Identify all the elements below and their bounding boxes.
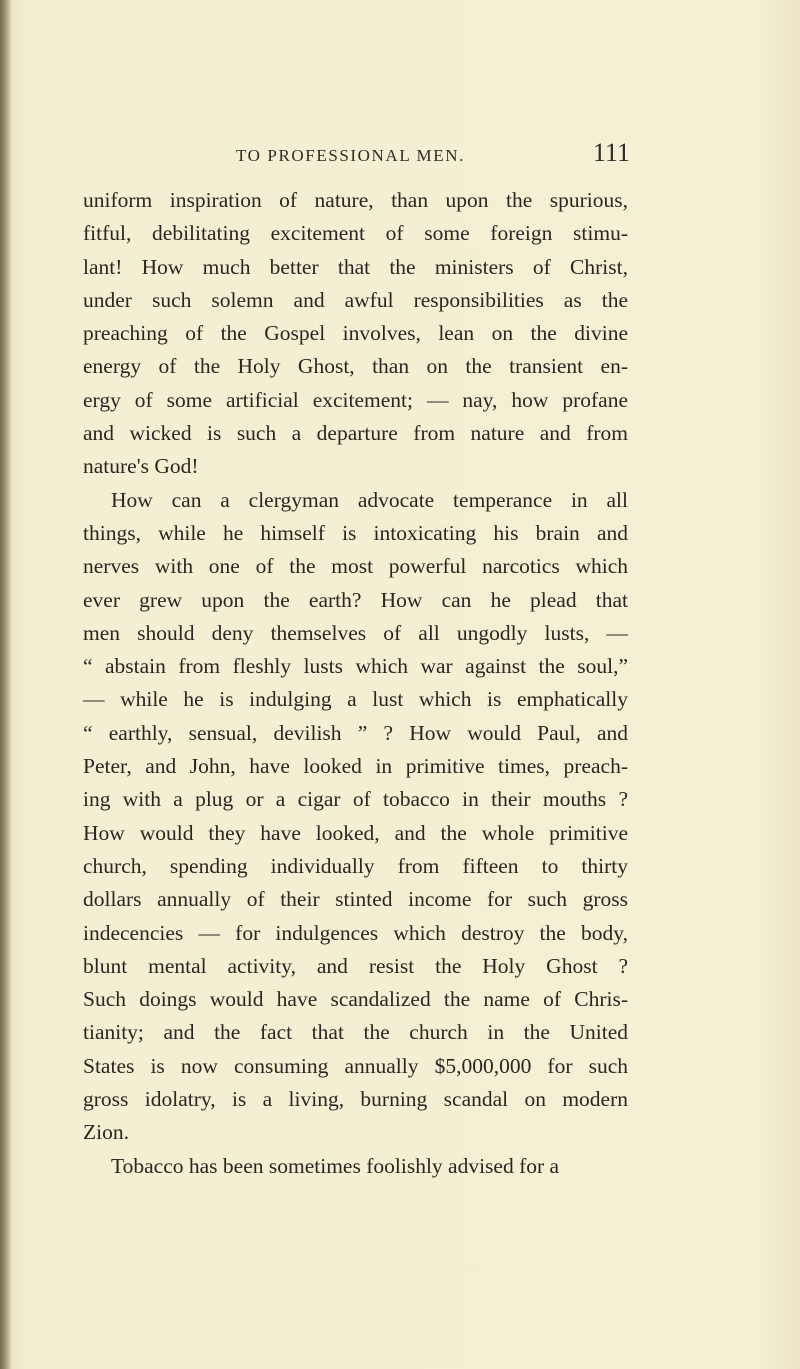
text-line: under such solemn and awful responsibilities as the bbox=[83, 287, 628, 312]
text-line: nature's God! bbox=[83, 454, 199, 479]
page-header bbox=[90, 138, 630, 178]
text-line: things, while he himself is intoxicating his brain and bbox=[83, 520, 628, 545]
text-line: tianity; and the fact that the church in the United bbox=[83, 1020, 628, 1045]
running-head: TO PROFESSIONAL MEN. bbox=[236, 146, 465, 165]
text-line: energy of the Holy Ghost, than on the transient en- bbox=[83, 354, 628, 379]
page-gutter-shadow bbox=[0, 0, 12, 1369]
text-line: church, spending individually from fifteen to thirty bbox=[83, 853, 628, 878]
text-line: and wicked is such a departure from nature and from bbox=[83, 421, 628, 446]
text-line: men should deny themselves of all ungodly lusts, — bbox=[83, 620, 628, 645]
text-line: “ earthly, sensual, devilish ” ? How would Paul, and bbox=[83, 720, 628, 745]
text-line: dollars annually of their stinted income for such gross bbox=[83, 887, 628, 912]
text-line: ergy of some artificial excitement; — nay, how profane bbox=[83, 387, 628, 412]
text-line: Tobacco has been sometimes foolishly advised for a bbox=[111, 1153, 560, 1178]
text-line: ing with a plug or a cigar of tobacco in their mouths ? bbox=[83, 787, 628, 812]
text-line: States is now consuming annually $5,000,000 for such bbox=[83, 1053, 628, 1078]
text-line: preaching of the Gospel involves, lean on the divine bbox=[83, 321, 628, 346]
body-text bbox=[83, 184, 628, 1183]
text-line: ever grew upon the earth? How can he plead that bbox=[83, 587, 628, 612]
text-line: Peter, and John, have looked in primitive times, preach- bbox=[83, 754, 628, 779]
text-line: nerves with one of the most powerful narcotics which bbox=[83, 554, 628, 579]
page-number: 111 bbox=[592, 138, 630, 167]
text-line: “ abstain from fleshly lusts which war against the soul,” bbox=[83, 654, 628, 679]
text-line: gross idolatry, is a living, burning scandal on modern bbox=[83, 1087, 628, 1112]
text-line: Zion. bbox=[83, 1120, 129, 1145]
text-line: uniform inspiration of nature, than upon the spurious, bbox=[83, 188, 628, 212]
text-line: indecencies — for indulgences which destroy the body, bbox=[83, 920, 628, 945]
text-line: — while he is indulging a lust which is emphatically bbox=[83, 687, 628, 712]
text-line: How would they have looked, and the whole primitive bbox=[83, 820, 628, 845]
text-line: How can a clergyman advocate temperance in all bbox=[111, 487, 628, 512]
text-line: lant! How much better that the ministers of Christ, bbox=[83, 254, 628, 279]
text-line: blunt mental activity, and resist the Holy Ghost ? bbox=[83, 953, 628, 978]
text-line: fitful, debilitating excitement of some foreign stimu- bbox=[83, 221, 628, 246]
text-line: Such doings would have scandalized the name of Chris- bbox=[83, 987, 628, 1012]
